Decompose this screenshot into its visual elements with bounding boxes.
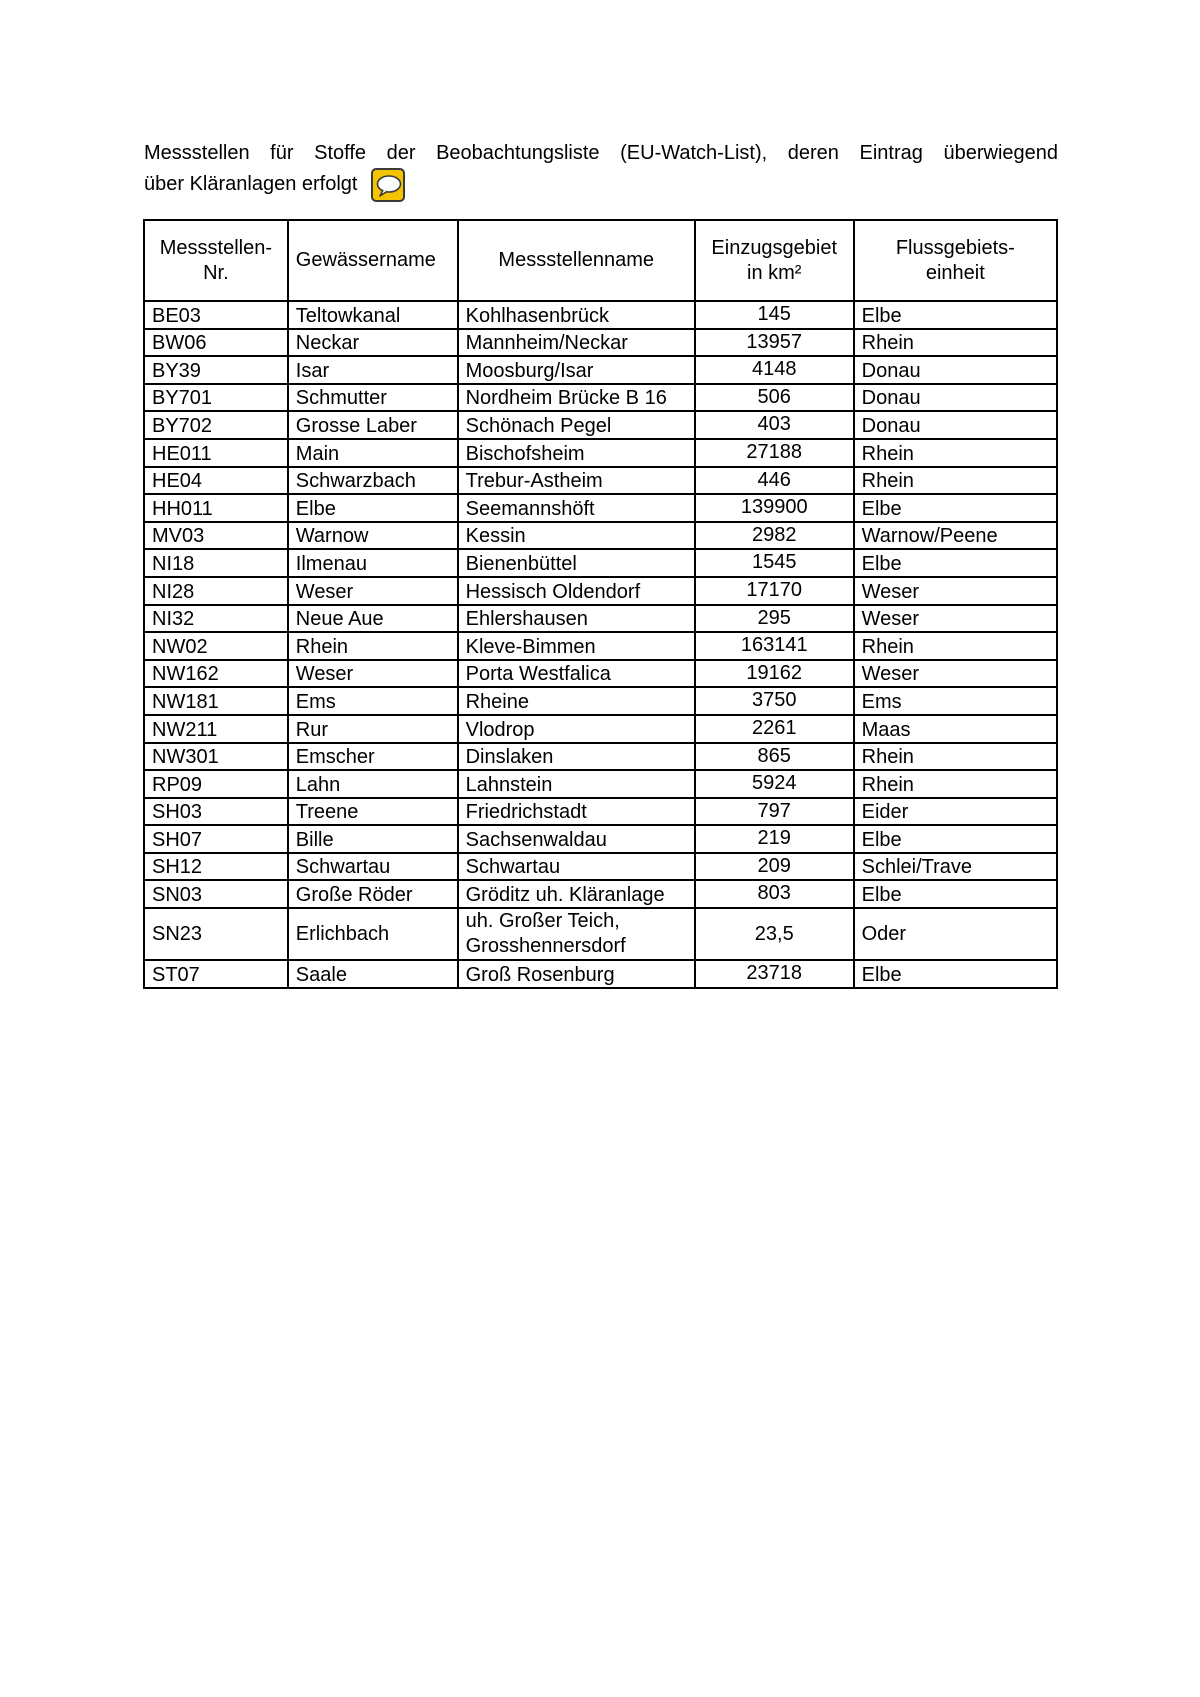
cell-river-basin-unit: Elbe	[854, 494, 1057, 522]
table-row	[144, 960, 1057, 988]
cell-water-body: Weser	[288, 577, 458, 605]
header-station-name	[458, 220, 695, 301]
cell-river-basin-unit: Oder	[854, 908, 1057, 960]
cell-station-number: BY39	[144, 356, 288, 384]
cell-catchment-area: 797	[695, 798, 854, 826]
cell-water-body: Saale	[288, 960, 458, 988]
cell-river-basin-unit: Rhein	[854, 439, 1057, 467]
intro-text-line-2-wrap	[144, 166, 405, 202]
cell-water-body: Ems	[288, 687, 458, 715]
cell-water-body: Schmutter	[288, 384, 458, 412]
cell-river-basin-unit: Elbe	[854, 960, 1057, 988]
cell-water-body: Große Röder	[288, 880, 458, 908]
cell-water-body: Lahn	[288, 770, 458, 798]
table-row	[144, 825, 1057, 853]
cell-catchment-area: 163141	[695, 632, 854, 660]
cell-catchment-area: 219	[695, 825, 854, 853]
table-row	[144, 549, 1057, 577]
cell-station-number: NW301	[144, 743, 288, 771]
cell-river-basin-unit: Elbe	[854, 301, 1057, 329]
cell-station-name: Seemannshöft	[458, 494, 695, 522]
table-row	[144, 715, 1057, 743]
cell-station-name: Bischofsheim	[458, 439, 695, 467]
cell-river-basin-unit: Rhein	[854, 329, 1057, 357]
table-row	[144, 301, 1057, 329]
cell-station-name: Schönach Pegel	[458, 411, 695, 439]
cell-water-body: Teltowkanal	[288, 301, 458, 329]
cell-catchment-area: 446	[695, 467, 854, 495]
table-row	[144, 522, 1057, 550]
header-station-name-label: Messstellenname	[498, 249, 655, 271]
table-row	[144, 605, 1057, 633]
cell-catchment-area: 3750	[695, 687, 854, 715]
cell-station-number: BY701	[144, 384, 288, 412]
table-body	[144, 301, 1057, 988]
cell-water-body: Neue Aue	[288, 605, 458, 633]
cell-river-basin-unit: Rhein	[854, 770, 1057, 798]
cell-station-name: Sachsenwaldau	[458, 825, 695, 853]
table-row	[144, 908, 1057, 960]
cell-station-name: Lahnstein	[458, 770, 695, 798]
cell-station-name: Mannheim/Neckar	[458, 329, 695, 357]
cell-station-number: ST07	[144, 960, 288, 988]
cell-station-name: Porta Westfalica	[458, 660, 695, 688]
cell-station-number: HE011	[144, 439, 288, 467]
cell-water-body: Warnow	[288, 522, 458, 550]
cell-river-basin-unit: Donau	[854, 384, 1057, 412]
cell-catchment-area: 403	[695, 411, 854, 439]
header-catchment-area	[695, 220, 854, 301]
cell-station-name: Ehlershausen	[458, 605, 695, 633]
cell-water-body: Grosse Laber	[288, 411, 458, 439]
cell-water-body: Schwarzbach	[288, 467, 458, 495]
cell-river-basin-unit: Elbe	[854, 880, 1057, 908]
header-station-number-line-2: Nr.	[203, 261, 229, 284]
intro-text-line-1: Messstellen für Stoffe der Beobachtungsliste (EU-Watch-List), deren Eintrag überwiegend	[144, 142, 1058, 164]
cell-water-body: Neckar	[288, 329, 458, 357]
cell-station-number: NI18	[144, 549, 288, 577]
cell-station-name: Gröditz uh. Kläranlage	[458, 880, 695, 908]
table-header-row	[144, 220, 1057, 301]
cell-station-name: Rheine	[458, 687, 695, 715]
cell-river-basin-unit: Donau	[854, 356, 1057, 384]
table-row	[144, 770, 1057, 798]
cell-station-number: RP09	[144, 770, 288, 798]
cell-catchment-area: 139900	[695, 494, 854, 522]
cell-river-basin-unit: Weser	[854, 605, 1057, 633]
cell-station-name: Nordheim Brücke B 16	[458, 384, 695, 412]
cell-water-body: Treene	[288, 798, 458, 826]
cell-catchment-area: 13957	[695, 329, 854, 357]
cell-station-number: NW162	[144, 660, 288, 688]
table-row	[144, 494, 1057, 522]
table-row	[144, 687, 1057, 715]
table-row	[144, 577, 1057, 605]
table-row	[144, 411, 1057, 439]
cell-water-body: Rur	[288, 715, 458, 743]
cell-station-name: Kohlhasenbrück	[458, 301, 695, 329]
header-catchment-area-line-2: in km²	[747, 261, 802, 284]
cell-catchment-area: 4148	[695, 356, 854, 384]
cell-river-basin-unit: Eider	[854, 798, 1057, 826]
stations-table	[143, 219, 1058, 989]
cell-station-number: SH12	[144, 853, 288, 881]
cell-station-number: HE04	[144, 467, 288, 495]
cell-catchment-area: 803	[695, 880, 854, 908]
cell-station-name: Groß Rosenburg	[458, 960, 695, 988]
cell-catchment-area: 5924	[695, 770, 854, 798]
cell-river-basin-unit: Warnow/Peene	[854, 522, 1057, 550]
cell-water-body: Main	[288, 439, 458, 467]
cell-station-name: Kleve-Bimmen	[458, 632, 695, 660]
table-row	[144, 880, 1057, 908]
cell-catchment-area: 865	[695, 743, 854, 771]
cell-station-number: NW02	[144, 632, 288, 660]
cell-water-body: Erlichbach	[288, 908, 458, 960]
cell-catchment-area: 23718	[695, 960, 854, 988]
cell-station-number: BW06	[144, 329, 288, 357]
cell-catchment-area: 295	[695, 605, 854, 633]
cell-station-name: Bienenbüttel	[458, 549, 695, 577]
cell-station-number: BE03	[144, 301, 288, 329]
cell-station-number: NI28	[144, 577, 288, 605]
cell-water-body: Ilmenau	[288, 549, 458, 577]
table-row	[144, 798, 1057, 826]
cell-station-number: BY702	[144, 411, 288, 439]
cell-station-number: NI32	[144, 605, 288, 633]
cell-catchment-area: 27188	[695, 439, 854, 467]
cell-river-basin-unit: Schlei/Trave	[854, 853, 1057, 881]
cell-river-basin-unit: Rhein	[854, 743, 1057, 771]
cell-station-name: Hessisch Oldendorf	[458, 577, 695, 605]
cell-station-name: Trebur-Astheim	[458, 467, 695, 495]
cell-station-name-line-2: Grosshennersdorf	[465, 935, 626, 958]
cell-station-name: Kessin	[458, 522, 695, 550]
cell-river-basin-unit: Donau	[854, 411, 1057, 439]
header-river-basin-unit-line-2: einheit	[925, 261, 985, 284]
header-water-body	[288, 220, 458, 301]
cell-station-number: MV03	[144, 522, 288, 550]
cell-catchment-area: 506	[695, 384, 854, 412]
cell-station-name-line-1: uh. Großer Teich,	[465, 910, 620, 933]
header-station-number-line-1: Messstellen-	[159, 236, 273, 259]
table-row	[144, 853, 1057, 881]
cell-catchment-area: 23,5	[695, 908, 854, 960]
cell-station-name: Friedrichstadt	[458, 798, 695, 826]
cell-river-basin-unit: Rhein	[854, 632, 1057, 660]
intro-text-line-2: über Kläranlagen erfolgt	[144, 173, 358, 195]
cell-catchment-area: 2982	[695, 522, 854, 550]
cell-catchment-area: 19162	[695, 660, 854, 688]
cell-catchment-area: 17170	[695, 577, 854, 605]
cell-station-number: HH011	[144, 494, 288, 522]
cell-river-basin-unit: Ems	[854, 687, 1057, 715]
table-row	[144, 329, 1057, 357]
header-river-basin-unit	[854, 220, 1057, 301]
cell-station-number: NW181	[144, 687, 288, 715]
speech-bubble-icon	[375, 173, 403, 198]
cell-station-name: Moosburg/Isar	[458, 356, 695, 384]
table-row	[144, 356, 1057, 384]
cell-catchment-area: 2261	[695, 715, 854, 743]
comment-icon[interactable]	[371, 168, 405, 202]
header-station-number	[144, 220, 288, 301]
cell-water-body: Bille	[288, 825, 458, 853]
cell-water-body: Emscher	[288, 743, 458, 771]
cell-station-name: Dinslaken	[458, 743, 695, 771]
table-row	[144, 632, 1057, 660]
cell-station-number: SH07	[144, 825, 288, 853]
header-catchment-area-line-1: Einzugsgebiet	[711, 236, 838, 259]
cell-station-number: SN23	[144, 908, 288, 960]
cell-catchment-area: 1545	[695, 549, 854, 577]
cell-station-name: Schwartau	[458, 853, 695, 881]
cell-station-name: Vlodrop	[458, 715, 695, 743]
header-river-basin-unit-line-1: Flussgebiets-	[895, 236, 1015, 259]
cell-river-basin-unit: Elbe	[854, 825, 1057, 853]
table-row	[144, 660, 1057, 688]
cell-water-body: Isar	[288, 356, 458, 384]
cell-river-basin-unit: Maas	[854, 715, 1057, 743]
table-row	[144, 439, 1057, 467]
cell-river-basin-unit: Rhein	[854, 467, 1057, 495]
cell-station-number: SN03	[144, 880, 288, 908]
cell-catchment-area: 145	[695, 301, 854, 329]
cell-station-number: NW211	[144, 715, 288, 743]
cell-river-basin-unit: Elbe	[854, 549, 1057, 577]
cell-catchment-area: 209	[695, 853, 854, 881]
table-row	[144, 743, 1057, 771]
table-row	[144, 467, 1057, 495]
cell-station-number: SH03	[144, 798, 288, 826]
cell-river-basin-unit: Weser	[854, 577, 1057, 605]
cell-station-name	[458, 908, 695, 960]
cell-water-body: Elbe	[288, 494, 458, 522]
table-row	[144, 384, 1057, 412]
cell-water-body: Weser	[288, 660, 458, 688]
cell-water-body: Rhein	[288, 632, 458, 660]
header-water-body-label: Gewässername	[295, 249, 436, 271]
cell-river-basin-unit: Weser	[854, 660, 1057, 688]
cell-water-body: Schwartau	[288, 853, 458, 881]
